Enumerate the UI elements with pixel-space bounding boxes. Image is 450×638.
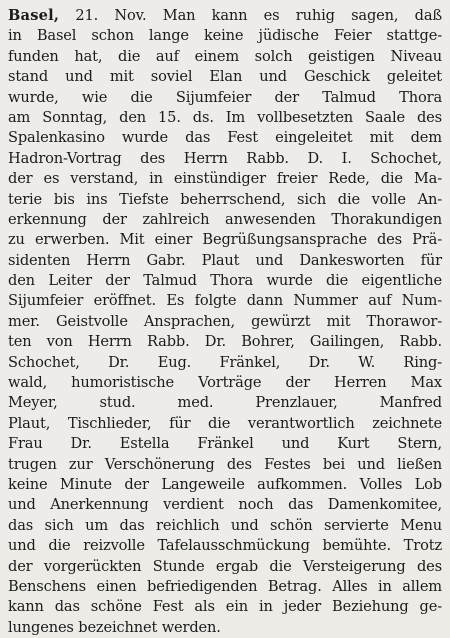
article-line-23: trugen zur Verschönerung des Festes bei und ließen bbox=[8, 455, 442, 473]
article-line-30: kann das schöne Fest als ein in jeder Beziehung ge- bbox=[8, 598, 442, 616]
article-line-27: und die reizvolle Tafelausschmückung bemühte. Trotz bbox=[8, 537, 442, 555]
article-line-7: Spalenkasino wurde das Fest eingeleitet mit dem bbox=[8, 129, 442, 147]
article-line-1-text: 21. Nov. Man kann es ruhig sagen, daß bbox=[59, 7, 442, 24]
article-line-17: ten von Herrn Rabb. Dr. Bohrer, Gailingen, Rabb. bbox=[8, 333, 442, 351]
article-line-2: in Basel schon lange keine jüdische Feier stattge- bbox=[8, 27, 442, 45]
article-line-11: erkennung der zahlreich anwesenden Thorakundigen bbox=[8, 210, 442, 228]
article-line-16: mer. Geistvolle Ansprachen, gewürzt mit Thorawor- bbox=[8, 312, 442, 330]
article-line-12: zu erwerben. Mit einer Begrüßungsansprache des Prä- bbox=[8, 231, 442, 249]
article-line-24: keine Minute der Langeweile aufkommen. Volles Lob bbox=[8, 475, 442, 493]
article-line-3: funden hat, die auf einem solch geistigen Niveau bbox=[8, 47, 442, 65]
article-line-6: am Sonntag, den 15. ds. Im vollbesetzten Saale des bbox=[8, 108, 442, 126]
article-line-21: Plaut, Tischlieder, für die verantwortlich zeichnete bbox=[8, 414, 442, 432]
article-line-8: Hadron-Vortrag des Herrn Rabb. D. I. Schochet, bbox=[8, 149, 442, 167]
article-line-20: Meyer, stud. med. Prenzlauer, Manfred bbox=[8, 394, 442, 412]
article-line-10: terie bis ins Tiefste beherrschend, sich die volle An- bbox=[8, 190, 442, 208]
article-line-4: stand und mit soviel Elan und Geschick geleitet bbox=[8, 68, 442, 86]
article-line-5: wurde, wie die Sijumfeier der Talmud Thora bbox=[8, 88, 442, 106]
article-line-18: Schochet, Dr. Eug. Fränkel, Dr. W. Ring- bbox=[8, 353, 442, 371]
article-line-13: sidenten Herrn Gabr. Plaut und Dankesworten für bbox=[8, 251, 442, 269]
dateline: Basel, bbox=[8, 7, 60, 24]
article-line-19: wald, humoristische Vorträge der Herren Max bbox=[8, 374, 442, 392]
article-line-31: lungenes bezeichnet werden. bbox=[8, 618, 221, 636]
article-line-25: und Anerkennung verdient noch das Damenkomitee, bbox=[8, 496, 442, 514]
article-line-28: der vorgerückten Stunde ergab die Versteigerung des bbox=[8, 557, 442, 575]
article-line-9: der es verstand, in einstündiger freier Rede, die Ma- bbox=[8, 170, 442, 188]
article-line-26: das sich um das reichlich und schön servierte Menu bbox=[8, 516, 442, 534]
article-line-15: Sijumfeier eröffnet. Es folgte dann Nummer auf Num- bbox=[8, 292, 442, 310]
article-line-1 bbox=[8, 6, 442, 26]
article-line-14: den Leiter der Talmud Thora wurde die eigentliche bbox=[8, 272, 442, 290]
article-line-22: Frau Dr. Estella Fränkel und Kurt Stern, bbox=[8, 435, 442, 453]
article-line-29: Benschens einen befriedigenden Betrag. Alles in allem bbox=[8, 577, 442, 595]
